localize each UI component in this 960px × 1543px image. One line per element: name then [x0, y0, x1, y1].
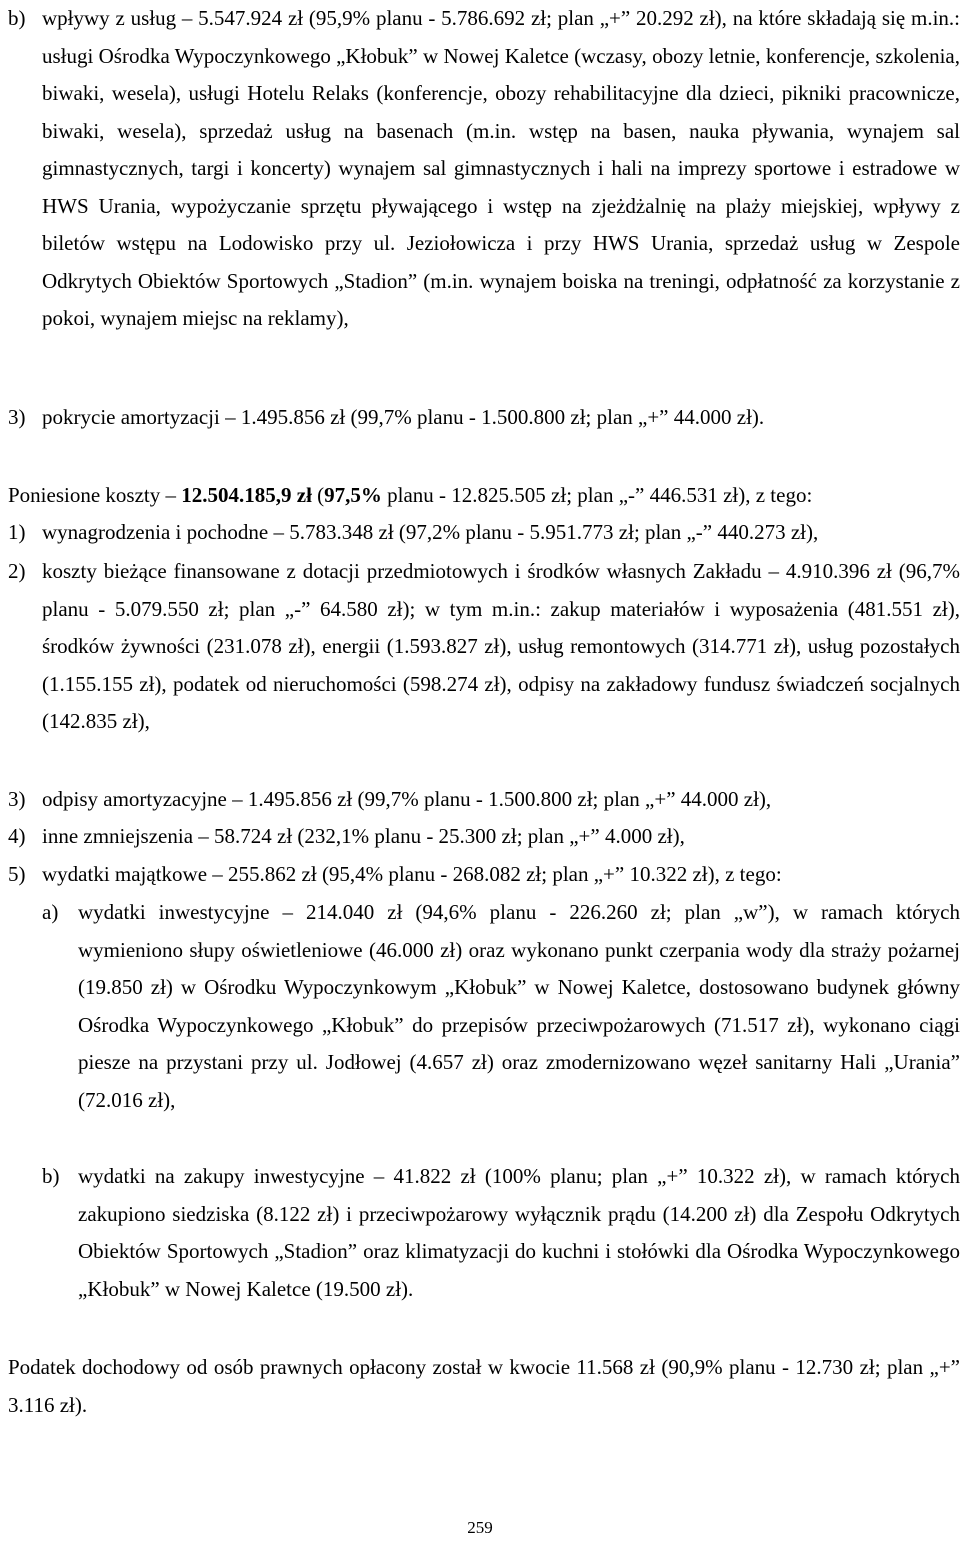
list-item-5-capital-expenditures	[8, 856, 960, 894]
list-marker: b)	[42, 1164, 60, 1188]
list-item-text: wpływy z usług – 5.547.924 zł (95,9% planu - 5.786.692 zł; plan „+” 20.292 zł), na które składają się m.in.: usługi Ośrodka Wypoczynkowego „Kłobuk” w Nowej Kaletce (wczasy, obozy letnie, konferencje, szkolenia, biwaki, wesela), usługi Hotelu Relaks (konferencje, obozy rehabilitacyjne dla dzieci, pikniki pracownicze, biwaki, wesela), sprzedaż usług na basenach (m.in. wstęp na basen, nauka pływania, wynajem sal gimnastycznych, targi i koncerty) wynajem sal gimnastycznych i hali na imprezy sportowe i estradowe w HWS Urania, wypożyczanie sprzętu pływającego i wstęp na zjeżdżalnię na plaży miejskiej, wpływy z biletów wstępu na Lodowisko przy ul. Jeziołowicza i przy HWS Urania, sprzedaż usług w Zespole Odkrytych Obiektów Sportowych „Stadion” (m.in. wynajem boiska na treningi, odpłatność za korzystanie z pokoi, wynajem miejsc na reklamy),	[42, 6, 960, 330]
income-tax-paragraph	[8, 1349, 960, 1424]
list-marker: 5)	[8, 862, 26, 886]
page-number: 259	[467, 1518, 493, 1537]
list-item-2-current-costs	[8, 553, 960, 741]
costs-suffix: planu - 12.825.505 zł; plan „-” 446.531 zł), z tego:	[381, 483, 813, 507]
list-marker: b)	[8, 6, 26, 30]
costs-mid: (	[311, 483, 325, 507]
list-item-4-other-reductions	[8, 818, 960, 856]
list-marker: 4)	[8, 824, 26, 848]
list-marker: 3)	[8, 405, 26, 429]
costs-summary	[8, 477, 960, 515]
paragraph-text: Podatek dochodowy od osób prawnych opłacony został w kwocie 11.568 zł (90,9% planu - 12.730 zł; plan „+” 3.116 zł).	[8, 1355, 960, 1417]
list-marker: a)	[42, 900, 59, 924]
list-item-1-wages	[8, 514, 960, 552]
list-item-text: wydatki na zakupy inwestycyjne – 41.822 zł (100% planu; plan „+” 10.322 zł), w ramach których zakupiono siedziska (8.122 zł) i przeciwpożarowy wyłącznik prądu (14.200 zł) dla Zespołu Odkrytych Obiektów Sportowych „Stadion” oraz klimatyzacji do kuchni i stołówki dla Ośrodka Wypoczynkowego „Kłobuk” w Nowej Kaletce (19.500 zł).	[78, 1164, 960, 1301]
costs-percent: 97,5%	[324, 483, 382, 507]
list-item-3-depreciation-writeoffs	[8, 781, 960, 819]
list-item-5a-investment-expenditures	[42, 894, 960, 1119]
list-item-text: wydatki majątkowe – 255.862 zł (95,4% planu - 268.082 zł; plan „+” 10.322 zł), z tego:	[42, 862, 782, 886]
list-item-text: wydatki inwestycyjne – 214.040 zł (94,6% planu - 226.260 zł; plan „w”), w ramach których wymieniono słupy oświetleniowe (46.000 zł) oraz wykonano punkt czerpania wody dla straży pożarnej (19.850 zł) w Ośrodku Wypoczynkowym „Kłobuk” w Nowej Kaletce, dostosowano budynek główny Ośrodka Wypoczynkowego „Kłobuk” do przepisów przeciwpożarowych (71.517 zł), wykonano ciągi piesze na przystani przy ul. Jodłowej (4.657 zł) oraz zmodernizowano węzeł sanitarny Hali „Urania” (72.016 zł),	[78, 900, 960, 1112]
list-item-5b-investment-purchases	[42, 1158, 960, 1308]
list-item-3-depreciation	[8, 399, 960, 437]
list-item-text: koszty bieżące finansowane z dotacji przedmiotowych i środków własnych Zakładu – 4.910.396 zł (96,7% planu - 5.079.550 zł; plan „-” 64.580 zł); w tym m.in.: zakup materiałów i wyposażenia (481.551 zł), środków żywności (231.078 zł), energii (1.593.827 zł), usług remontowych (314.771 zł), usług pozostałych (1.155.155 zł), podatek od nieruchomości (598.274 zł), odpisy na zakładowy fundusz świadczeń socjalnych (142.835 zł),	[42, 559, 960, 733]
list-marker: 2)	[8, 559, 26, 583]
list-item-text: inne zmniejszenia – 58.724 zł (232,1% planu - 25.300 zł; plan „+” 4.000 zł),	[42, 824, 685, 848]
list-marker: 3)	[8, 787, 26, 811]
list-marker: 1)	[8, 520, 26, 544]
costs-amount: 12.504.185,9 zł	[181, 483, 312, 507]
list-item-text: wynagrodzenia i pochodne – 5.783.348 zł (97,2% planu - 5.951.773 zł; plan „-” 440.273 zł),	[42, 520, 819, 544]
list-item-b-service-revenues	[8, 0, 960, 338]
list-item-text: odpisy amortyzacyjne – 1.495.856 zł (99,7% planu - 1.500.800 zł; plan „+” 44.000 zł),	[42, 787, 772, 811]
costs-prefix: Poniesione koszty –	[8, 483, 182, 507]
list-item-text: pokrycie amortyzacji – 1.495.856 zł (99,7% planu - 1.500.800 zł; plan „+” 44.000 zł).	[42, 405, 765, 429]
